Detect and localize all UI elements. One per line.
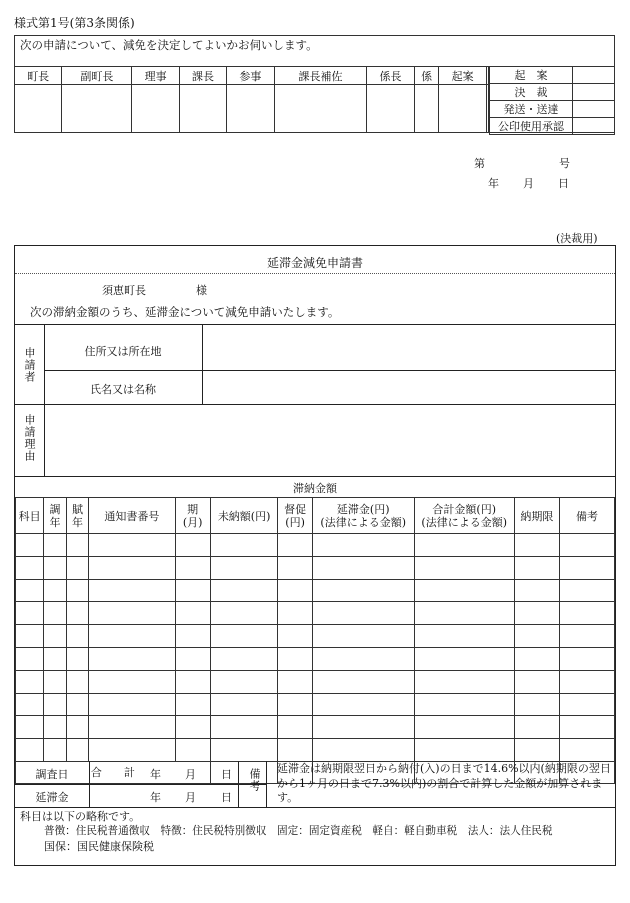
table-row	[16, 602, 615, 625]
table-cell[interactable]	[16, 716, 44, 739]
footnote-line3: 国保：国民健康保険税	[44, 840, 154, 853]
table-cell[interactable]	[16, 534, 44, 557]
col-ki: 期 (月)	[175, 498, 210, 534]
role-cell: 町長	[15, 67, 62, 85]
address-input[interactable]	[203, 325, 613, 369]
role-cell: 課長	[179, 67, 226, 85]
table-cell[interactable]	[16, 579, 44, 602]
late-fee-label: 延滞金	[35, 791, 69, 804]
table-cell[interactable]	[175, 670, 210, 693]
table-cell[interactable]	[89, 693, 175, 716]
intro-text: 次の滞納金額のうち、延滞金について減免申請いたします。	[30, 305, 340, 319]
table-cell[interactable]	[175, 579, 210, 602]
label-kessai: 決 裁	[490, 84, 573, 101]
stamp-cell[interactable]	[15, 85, 62, 133]
table-cell[interactable]	[210, 534, 278, 557]
table-cell[interactable]	[89, 647, 175, 670]
table-cell[interactable]	[278, 534, 312, 557]
table-cell[interactable]	[175, 716, 210, 739]
survey-day: 日	[221, 768, 232, 781]
number-dai: 第	[474, 157, 485, 170]
stamp-cell[interactable]	[227, 85, 274, 133]
table-cell[interactable]	[44, 625, 67, 648]
latefee-day: 日	[221, 791, 232, 804]
table-cell[interactable]	[278, 670, 312, 693]
table-cell[interactable]	[44, 556, 67, 579]
table-cell[interactable]	[210, 625, 278, 648]
kessai-label: (決裁用)	[556, 232, 598, 245]
table-cell[interactable]	[514, 602, 559, 625]
table-cell[interactable]	[66, 556, 89, 579]
table-cell[interactable]	[414, 716, 514, 739]
stamp-cell[interactable]	[132, 85, 179, 133]
table-cell[interactable]	[514, 647, 559, 670]
table-cell[interactable]	[44, 579, 67, 602]
table-cell[interactable]	[278, 716, 312, 739]
table-cell[interactable]	[66, 625, 89, 648]
table-cell[interactable]	[560, 556, 615, 579]
table-cell[interactable]	[514, 534, 559, 557]
table-cell[interactable]	[514, 693, 559, 716]
form-id: 様式第1号(第3条関係)	[14, 16, 135, 30]
table-cell[interactable]	[210, 716, 278, 739]
table-cell[interactable]	[44, 739, 67, 762]
footnote-line1: 科目は以下の略称です。	[20, 810, 141, 823]
table-cell[interactable]	[278, 579, 312, 602]
table-cell[interactable]	[560, 647, 615, 670]
remarks-text: 延滞金は納期限翌日から納付(入)の日まで14.6%以内(納期限の翌日から1ヶ月の日まで7.3%以内)の割合で計算した金額が加算されます。	[277, 762, 611, 804]
approval-request-text: 次の申請について、減免を決定してよいかお伺いします。	[20, 38, 318, 52]
col-biko: 備考	[560, 498, 615, 534]
table-cell[interactable]	[312, 739, 414, 762]
addressee-sama: 様	[196, 284, 207, 297]
table-cell[interactable]	[16, 693, 44, 716]
role-cell: 起案	[439, 67, 486, 85]
table-cell[interactable]	[210, 693, 278, 716]
survey-month: 月	[185, 768, 196, 781]
table-cell[interactable]	[560, 625, 615, 648]
table-row	[16, 716, 615, 739]
table-cell[interactable]	[89, 602, 175, 625]
table-cell[interactable]	[89, 739, 175, 762]
table-row	[16, 556, 615, 579]
arrears-table	[15, 497, 615, 784]
table-cell[interactable]	[44, 647, 67, 670]
address-label: 住所又は所在地	[84, 345, 162, 358]
date-day: 日	[558, 177, 569, 190]
table-cell[interactable]	[560, 579, 615, 602]
table-cell[interactable]	[16, 647, 44, 670]
table-cell[interactable]	[175, 647, 210, 670]
table-cell[interactable]	[16, 739, 44, 762]
table-cell[interactable]	[560, 534, 615, 557]
label-kian: 起 案	[490, 67, 573, 84]
table-cell[interactable]	[278, 625, 312, 648]
table-cell[interactable]	[278, 647, 312, 670]
table-cell[interactable]	[514, 556, 559, 579]
latefee-month: 月	[185, 791, 196, 804]
value-cell[interactable]	[573, 101, 615, 118]
table-cell[interactable]	[210, 670, 278, 693]
arrears-header: 滞納金額	[293, 482, 337, 495]
table-cell[interactable]	[44, 693, 67, 716]
table-cell[interactable]	[89, 670, 175, 693]
value-cell[interactable]	[573, 84, 615, 101]
table-cell[interactable]	[89, 716, 175, 739]
table-cell[interactable]	[66, 579, 89, 602]
col-entai: 延滞金(円) (法律による金額)	[312, 498, 414, 534]
total-label: 合 計	[16, 761, 211, 783]
table-cell[interactable]	[312, 534, 414, 557]
table-row	[16, 534, 615, 557]
table-cell[interactable]	[16, 556, 44, 579]
stamp-cell[interactable]	[439, 85, 486, 133]
application-title: 延滞金減免申請書	[266, 256, 363, 270]
table-row	[16, 670, 615, 693]
table-cell[interactable]	[175, 739, 210, 762]
reason-label: 申請理由	[23, 414, 36, 462]
addressee: 須恵町長	[102, 284, 146, 297]
stamp-cell[interactable]	[179, 85, 226, 133]
role-cell: 課長補佐	[274, 67, 367, 85]
table-cell[interactable]	[66, 693, 89, 716]
table-cell[interactable]	[210, 579, 278, 602]
table-cell[interactable]	[414, 579, 514, 602]
table-cell[interactable]	[312, 556, 414, 579]
table-cell[interactable]	[66, 534, 89, 557]
table-cell[interactable]	[175, 602, 210, 625]
table-cell[interactable]	[89, 625, 175, 648]
table-cell[interactable]	[414, 625, 514, 648]
table-cell[interactable]	[514, 716, 559, 739]
col-tsuchi: 通知書番号	[89, 498, 175, 534]
value-cell[interactable]	[573, 118, 615, 135]
table-cell[interactable]	[16, 625, 44, 648]
table-cell[interactable]	[16, 602, 44, 625]
table-cell[interactable]	[210, 647, 278, 670]
table-cell[interactable]	[175, 534, 210, 557]
table-cell[interactable]	[560, 693, 615, 716]
table-cell[interactable]	[414, 647, 514, 670]
number-go: 号	[559, 157, 570, 170]
table-cell[interactable]	[414, 693, 514, 716]
name-input[interactable]	[203, 371, 613, 403]
table-cell[interactable]	[44, 602, 67, 625]
table-row	[16, 579, 615, 602]
table-cell[interactable]	[414, 739, 514, 762]
table-cell[interactable]	[414, 670, 514, 693]
col-tokusoku: 督促 (円)	[278, 498, 312, 534]
table-cell[interactable]	[210, 602, 278, 625]
table-cell[interactable]	[514, 739, 559, 762]
stamp-cell[interactable]	[367, 85, 414, 133]
table-row	[16, 739, 615, 762]
table-cell[interactable]	[278, 693, 312, 716]
table-cell[interactable]	[66, 739, 89, 762]
stamp-cell[interactable]	[62, 85, 132, 133]
table-cell[interactable]	[560, 670, 615, 693]
table-row	[16, 693, 615, 716]
label-kouin: 公印使用承認	[490, 118, 573, 135]
table-cell[interactable]	[312, 579, 414, 602]
applicant-label: 申請者	[23, 347, 36, 383]
survey-date-label: 調査日	[35, 768, 69, 781]
table-cell[interactable]	[66, 716, 89, 739]
table-cell[interactable]	[44, 670, 67, 693]
table-cell[interactable]	[278, 556, 312, 579]
table-cell[interactable]	[414, 534, 514, 557]
table-cell[interactable]	[66, 670, 89, 693]
approval-role-table	[14, 66, 489, 133]
table-cell[interactable]	[278, 739, 312, 762]
survey-year: 年	[150, 768, 161, 781]
table-cell[interactable]	[560, 716, 615, 739]
table-cell[interactable]	[414, 556, 514, 579]
col-nouki: 納期限	[514, 498, 559, 534]
remarks-label: 備考	[248, 768, 261, 792]
approval-right-table	[489, 66, 615, 135]
col-gokei: 合計金額(円) (法律による金額)	[414, 498, 514, 534]
arrears-header-row	[16, 498, 615, 534]
table-cell[interactable]	[514, 579, 559, 602]
table-cell[interactable]	[16, 670, 44, 693]
table-cell[interactable]	[66, 602, 89, 625]
date-year: 年	[488, 177, 499, 190]
col-funen: 賦年	[66, 498, 89, 534]
table-cell[interactable]	[312, 716, 414, 739]
stamp-cell[interactable]	[274, 85, 367, 133]
table-cell[interactable]	[312, 625, 414, 648]
table-cell[interactable]	[66, 647, 89, 670]
role-cell: 理事	[132, 67, 179, 85]
table-row	[16, 647, 615, 670]
table-cell[interactable]	[312, 693, 414, 716]
role-cell: 副町長	[62, 67, 132, 85]
role-cell: 係長	[367, 67, 414, 85]
table-cell[interactable]	[278, 602, 312, 625]
table-cell[interactable]	[89, 534, 175, 557]
table-cell[interactable]	[175, 625, 210, 648]
name-label: 氏名又は名称	[90, 383, 156, 396]
table-cell[interactable]	[210, 556, 278, 579]
date-month: 月	[523, 177, 534, 190]
table-cell[interactable]	[560, 739, 615, 762]
stamp-cell[interactable]	[414, 85, 439, 133]
table-cell[interactable]	[312, 647, 414, 670]
table-cell[interactable]	[89, 556, 175, 579]
role-cell: 参事	[227, 67, 274, 85]
footnote-line2: 普徴：住民税普通徴収 特徴：住民税特別徴収 固定：固定資産税 軽自：軽自動車税 法人：法人住民税	[44, 825, 553, 837]
table-cell[interactable]	[44, 716, 67, 739]
reason-input[interactable]	[45, 405, 613, 475]
value-cell[interactable]	[573, 67, 615, 84]
latefee-year: 年	[150, 791, 161, 804]
table-cell[interactable]	[514, 625, 559, 648]
col-kamoku: 科目	[16, 498, 44, 534]
table-cell[interactable]	[175, 556, 210, 579]
table-cell[interactable]	[89, 579, 175, 602]
col-chonen: 調年	[44, 498, 67, 534]
table-cell[interactable]	[514, 670, 559, 693]
table-cell[interactable]	[175, 693, 210, 716]
table-row	[16, 625, 615, 648]
table-cell[interactable]	[560, 602, 615, 625]
table-cell[interactable]	[312, 670, 414, 693]
label-hassou: 発送・送達	[490, 101, 573, 118]
role-cell: 係	[414, 67, 439, 85]
table-cell[interactable]	[312, 602, 414, 625]
table-cell[interactable]	[414, 602, 514, 625]
col-minou: 未納額(円)	[210, 498, 278, 534]
table-cell[interactable]	[210, 739, 278, 762]
table-cell[interactable]	[44, 534, 67, 557]
